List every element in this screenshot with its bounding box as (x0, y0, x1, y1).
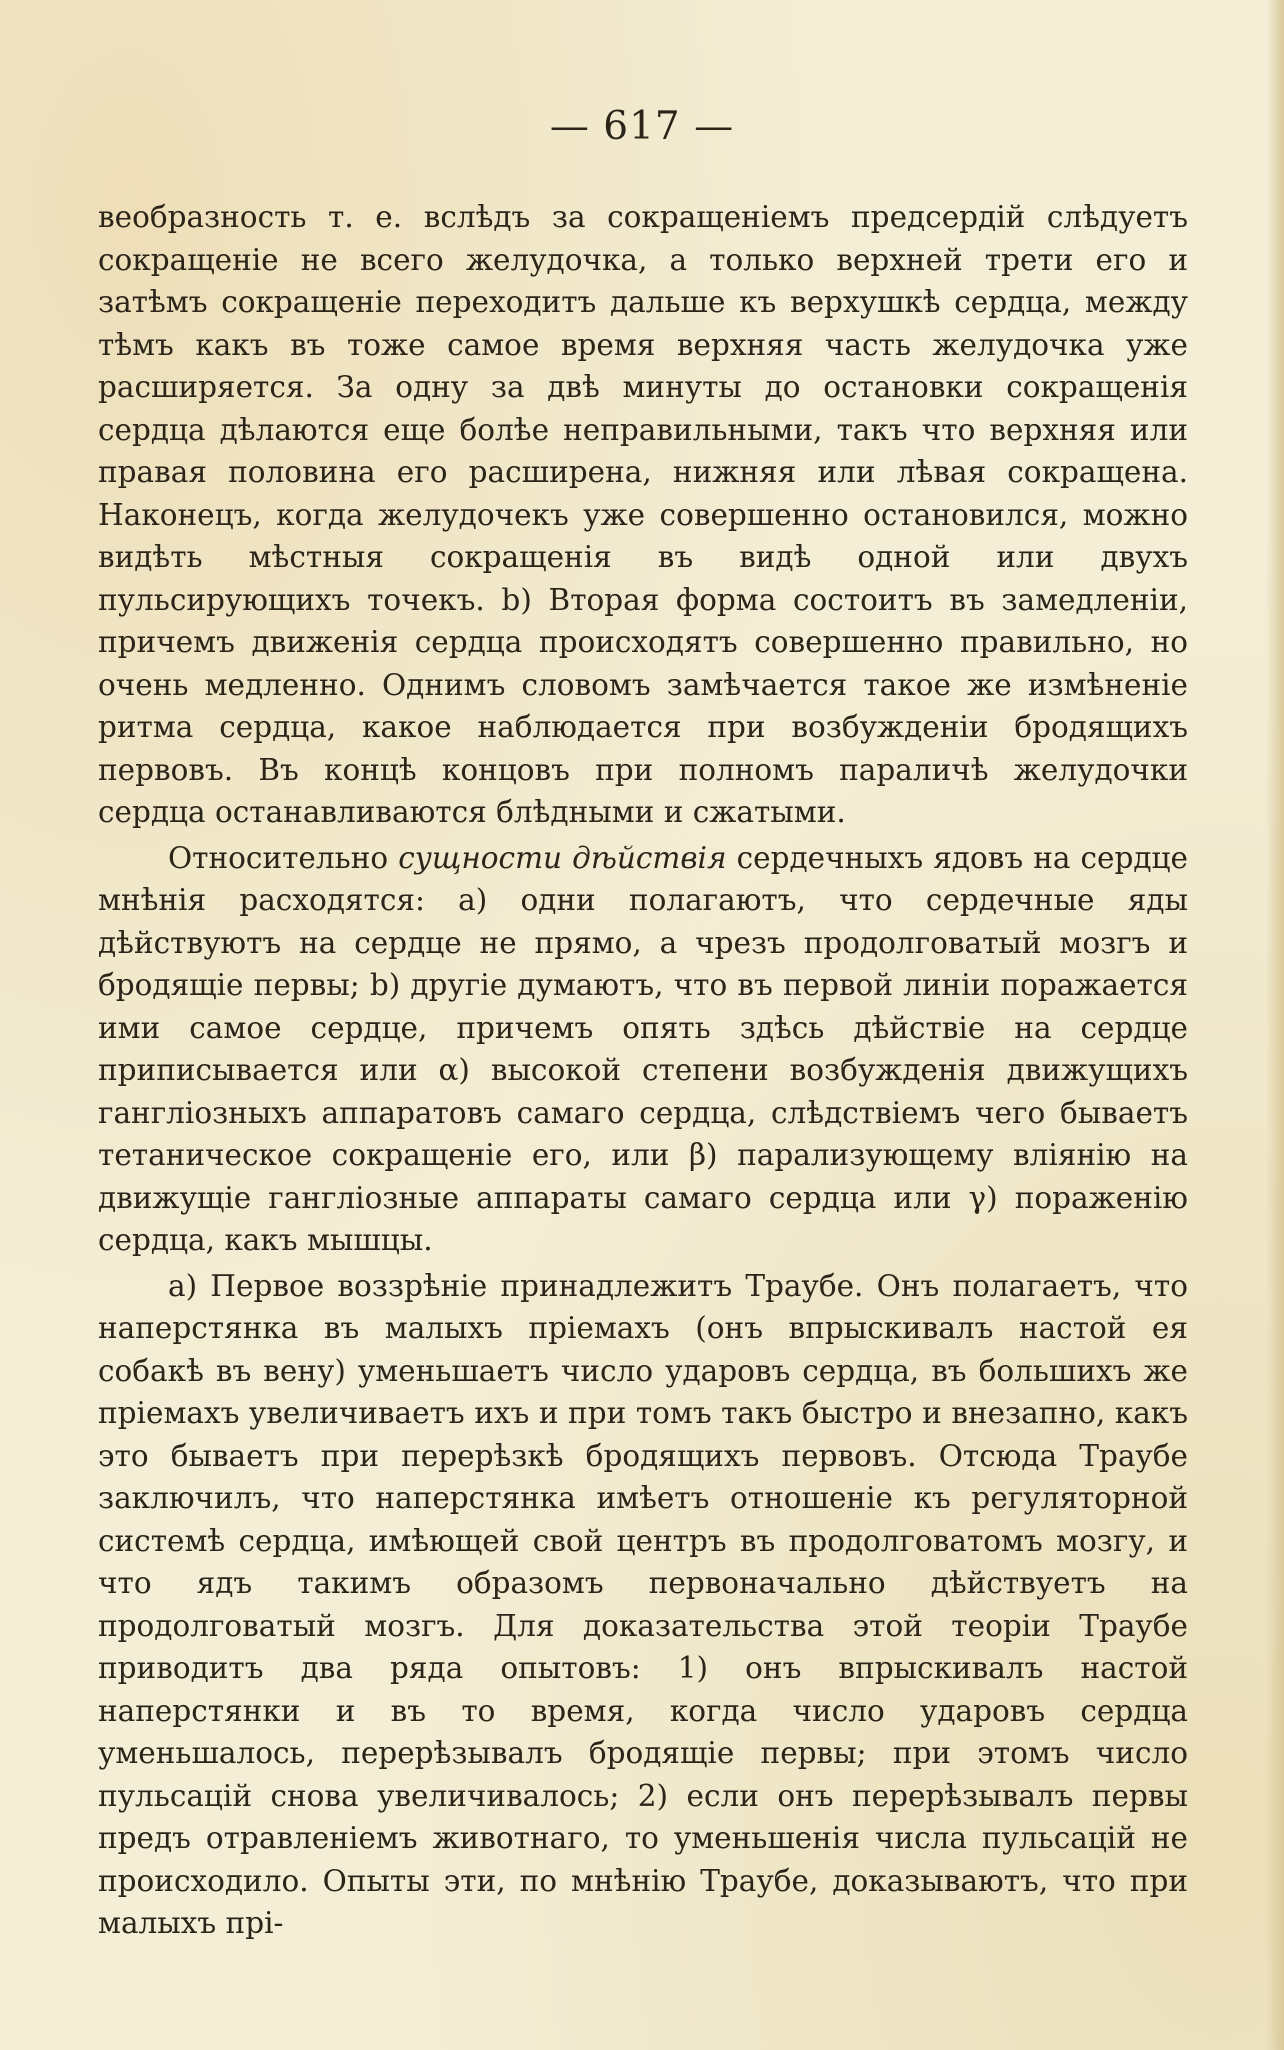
body-text (98, 196, 1188, 1945)
page-number: — 617 — (549, 104, 735, 149)
page-edge-shadow (1266, 0, 1284, 2050)
paragraph-1: веобразность т. е. вслѣдъ за сокращеніемъ предсердій слѣдуетъ сокращеніе не всего желудочка, а только верхней трети его и затѣмъ сокращеніе переходитъ дальше къ верхушкѣ сердца, между тѣмъ какъ въ тоже самое время верхняя часть желудочка уже расширяется. За одну за двѣ минуты до остановки сокращенія сердца дѣлаются еще болѣе неправильными, такъ что верхняя или правая половина его расширена, нижняя или лѣвая сокращена. Наконецъ, когда желудочекъ уже совершенно остановился, можно видѣть мѣстныя сокращенія въ видѣ одной или двухъ пульсирующихъ точекъ. b) Вторая форма состоитъ въ замедленіи, причемъ движенія сердца происходятъ совершенно правильно, но очень медленно. Однимъ словомъ замѣчается такое же измѣненіе ритма сердца, какое наблюдается при возбужденіи бродящихъ первовъ. Въ концѣ концовъ при полномъ параличѣ желудочки сердца останавливаются блѣдными и сжатыми. (98, 200, 1188, 829)
paragraph-2-rest: сердечныхъ ядовъ на сердце мнѣнія расходятся: a) одни полагаютъ, что сердечные яды дѣйствуютъ на сердце не прямо, а чрезъ продолговатый мозгъ и бродящіе первы; b) другіе думаютъ, что въ первой линіи поражается ими самое сердце, причемъ опять здѣсь дѣйствіе на сердце приписывается или α) высокой степени возбужденія движущихъ гангліозныхъ аппаратовъ самаго сердца, слѣдствіемъ чего бываетъ тетаническое сокращеніе его, или β) парализующему вліянію на движущіе гангліозные аппараты самаго сердца или γ) пораженію сердца, какъ мышцы. (98, 840, 1188, 1257)
paragraph-2-lead: Относительно (168, 840, 399, 875)
paragraph-2 (98, 837, 1188, 1262)
paragraph-3: a) Первое воззрѣніе принадлежитъ Траубе. Онъ полагаетъ, что наперстянка въ малыхъ пріемахъ (онъ впрыскивалъ настой ея собакѣ въ вену) уменьшаетъ число ударовъ сердца, въ большихъ же пріемахъ увеличиваетъ ихъ и при томъ такъ быстро и внезапно, какъ это бываетъ при перерѣзкѣ бродящихъ первовъ. Отсюда Траубе заключилъ, что наперстянка имѣетъ отношеніе къ регуляторной системѣ сердца, имѣющей свой центръ въ продолговатомъ мозгу, и что ядъ такимъ образомъ первоначально дѣйствуетъ на продолговатый мозгъ. Для доказательства этой теоріи Траубе приводитъ два ряда опытовъ: 1) онъ впрыскивалъ настой наперстянки и въ то время, когда число ударовъ сердца уменьшалось, перерѣзывалъ бродящіе первы; при этомъ число пульсацій снова увеличивалось; 2) если онъ перерѣзывалъ первы предъ отравленіемъ животнаго, то уменьшенія числа пульсацій не происходило. Опыты эти, по мнѣнію Траубе, доказываютъ, что при малыхъ прі- (98, 1268, 1188, 1940)
paragraph-2-italic-term: сущности дѣйствія (398, 840, 727, 875)
